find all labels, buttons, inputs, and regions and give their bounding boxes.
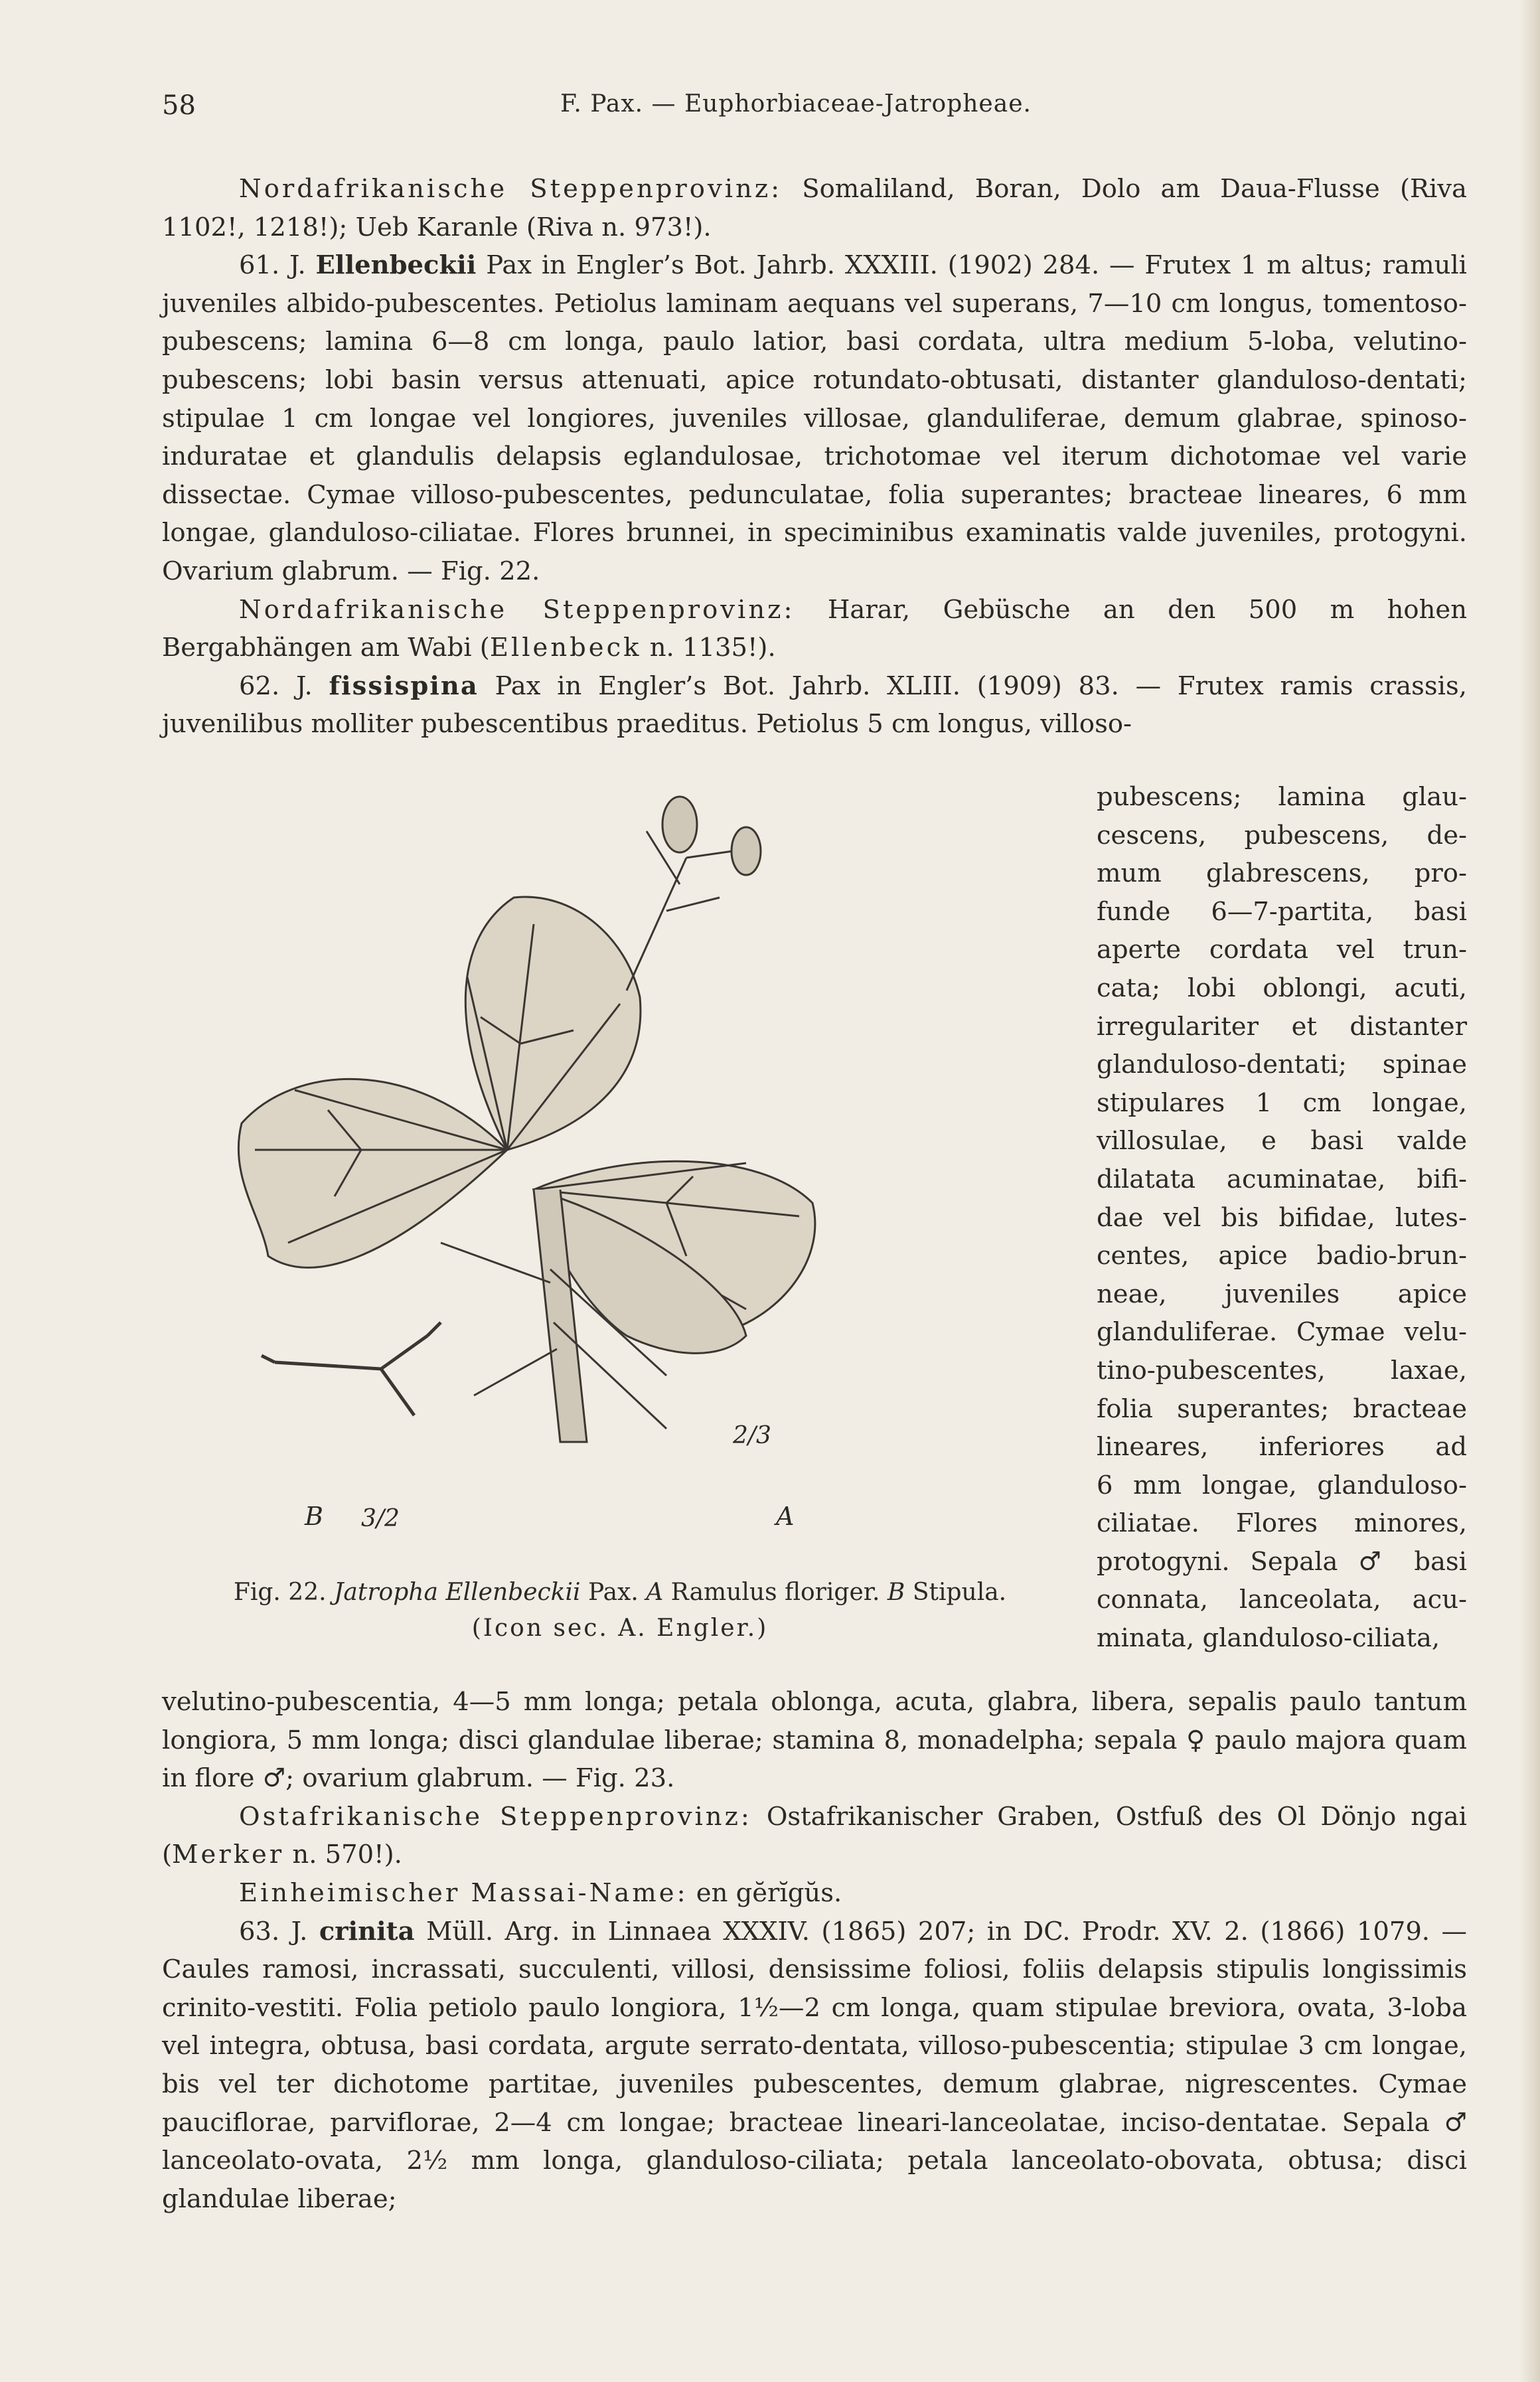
caption-label-a: A (646, 1579, 664, 1606)
species-description: Müll. Arg. in Linnaea XXXIV. (1865) 207; in DC. Prodr. XV. 2. (1866) 1079. — Caules ramosi, incrassati, succulenti, villosi, densissime foliosi, foliis delapsis stipulis longissimis crinito-vestiti. Folia petiolo paulo longiora, 1½—2 cm longa, quam stipulae breviora, ovata, 3-loba vel integra, obtusa, basi cordata, argute serrato-dentata, villoso-pubescentia; stipulae 3 cm longae, bis vel ter dichotome partitae, juveniles pubescentes, demum glabrae, nigrescentes. Cymae pauciflorae, parviflorae, 2—4 cm longae; bracteae lineari-lanceolatae, inciso-dentatae. Sepala ♂ lanceolato-ovata, 2½ mm longa, glanduloso-ciliata; petala lanceolato-obovata, obtusa; disci glandulae liberae; (162, 1916, 1468, 2214)
vernacular-name: en gĕrĭgŭs. (688, 1877, 842, 1908)
narrow-column-line: protogyni. Sepala ♂ basi (1097, 1546, 1467, 1577)
caption-species: Jatropha Ellenbeckii (333, 1579, 581, 1606)
region-label: Nordafrikanische Steppenprovinz: (239, 594, 795, 625)
narrow-column-line: cescens, pubescens, de- (1097, 820, 1467, 850)
flower-bud-2 (732, 827, 761, 875)
species-name: crinita (319, 1916, 415, 1946)
collector-name: Ellenbeck (489, 633, 642, 663)
species-number: 63. J. (239, 1916, 319, 1946)
collector-name: Merker (172, 1840, 285, 1870)
paragraph-species-63 (162, 1913, 1467, 2219)
narrow-column-line: connata, lanceolata, acu- (1097, 1585, 1467, 1615)
narrow-column-line: aperte cordata vel trun- (1097, 935, 1467, 965)
region-label: Ostafrikanische Steppenprovinz: (239, 1801, 752, 1832)
narrow-column-line: ciliatae. Flores minores, (1097, 1508, 1467, 1539)
narrow-column-line: pubescens; lamina glau- (1097, 782, 1467, 812)
leaf-left (238, 1079, 507, 1267)
narrow-column-line: centes, apice badio-brun- (1097, 1241, 1467, 1271)
narrow-column-line: 6 mm longae, glanduloso- (1097, 1470, 1467, 1500)
flower-bud-1 (662, 797, 697, 852)
scale-a: 2/3 (733, 1422, 771, 1449)
running-header (162, 90, 1467, 130)
locality-text: Harar, Gebüsche an den 500 m hohen Bergabhängen am Wabi ( (162, 594, 1467, 663)
vernacular-label: Einheimischer Massai-Name: (239, 1877, 688, 1908)
locality-text-end: n. 1135!). (641, 633, 776, 663)
paragraph-vernacular-name (162, 1874, 1467, 1913)
narrow-column-line: villosulae, e basi valde (1097, 1126, 1467, 1156)
caption-credit: (Icon sec. A. Engler.) (471, 1615, 769, 1642)
narrow-column-line: minata, glanduloso-ciliata, (1097, 1623, 1440, 1654)
locality-text: Somaliland, Boran, Dolo am Daua-Flusse (Riva 1102!, 1218!); Ueb Karanle (Riva n. 973!). (162, 174, 1467, 242)
paragraph-distribution-1 (162, 170, 1467, 246)
page-edge-shadow (1520, 0, 1540, 2382)
narrow-column-line: funde 6—7-partita, basi (1097, 896, 1467, 927)
narrow-column-line: tino-pubescentes, laxae, (1097, 1355, 1467, 1386)
caption-label-b: B (887, 1579, 905, 1606)
caption-text-b: Stipula. (905, 1579, 1007, 1606)
species-number: 62. J. (239, 671, 329, 701)
region-label: Nordafrikanische Steppenprovinz: (239, 174, 783, 204)
narrow-column-line: dilatata acuminatae, bifi- (1097, 1164, 1467, 1194)
label-a: A (776, 1502, 795, 1531)
scale-b: 3/2 (361, 1505, 400, 1532)
locality-text-end: n. 570!). (284, 1840, 402, 1870)
narrow-column-line: irregulariter et distanter (1097, 1011, 1467, 1042)
running-title: F. Pax. — Euphorbiaceae-Jatropheae. (560, 90, 1032, 118)
caption-figure-number: Fig. 22. (233, 1579, 334, 1606)
narrow-column-line: mum glabrescens, pro- (1097, 858, 1467, 889)
paragraph-distribution-3 (162, 1798, 1467, 1874)
botanical-drawing (162, 778, 1078, 1575)
caption-author: Pax. (580, 1579, 647, 1606)
narrow-column-line: cata; lobi oblongi, acuti, (1097, 973, 1467, 1003)
narrow-column-line: dae vel bis bifidae, lutes- (1097, 1202, 1467, 1233)
locality-text: Ostafrikanischer Graben, Ostfuß des Ol Dönjo ngai ( (162, 1801, 1467, 1870)
text-block-bottom (162, 1683, 1467, 2218)
species-description: Pax in Engler’s Bot. Jahrb. XXXIII. (1902) 284. — Frutex 1 m altus; ramuli juveniles albido-pubescentes. Petiolus laminam aequans vel superans, 7—10 cm longus, tomentoso-pubescens; lamina 6—8 cm longa, paulo latior, basi cordata, ultra medium 5-loba, velutino-pubescens; lobi basin versus attenuati, apice rotundato-obtusati, distanter glanduloso-dentati; stipulae 1 cm longae vel longiores, juveniles villosae, glanduliferae, demum glabrae, spinoso-induratae et glandulis delapsis eglandulosae, trichotomae vel iterum dichotomae vel varie dissectae. Cymae villoso-pubescentes, pedunculatae, folia superantes; bracteae lineares, 6 mm longae, glanduloso-ciliatae. Flores brunnei, in speciminibus examinatis valde juveniles, protogyni. Ovarium glabrum. — Fig. 22. (162, 250, 1467, 586)
species-name: Ellenbeckii (315, 250, 477, 281)
figure-caption (162, 1575, 1078, 1646)
narrow-column-line: glanduliferae. Cymae velu- (1097, 1317, 1467, 1348)
narrow-column-line: neae, juveniles apice (1097, 1279, 1467, 1309)
page-number: 58 (162, 90, 196, 121)
narrow-column-line: lineares, inferiores ad (1097, 1432, 1467, 1463)
species-description: Pax in Engler’s Bot. Jahrb. XLIII. (1909) 83. — Frutex ramis crassis, juvenilibus molliter pubescentibus praeditus. Petiolus 5 cm longus, villoso- (162, 671, 1467, 740)
label-b: B (305, 1502, 323, 1531)
species-number: 61. J. (239, 250, 316, 281)
text-narrow-column (1097, 778, 1467, 1658)
paragraph-distribution-2 (162, 591, 1467, 667)
narrow-column-line: folia superantes; bracteae (1097, 1393, 1467, 1424)
narrow-column-line: stipulares 1 cm longae, (1097, 1087, 1467, 1118)
figure-22-illustration (162, 778, 1078, 1633)
stipula-B (262, 1322, 441, 1415)
caption-text-a: Ramulus floriger. (663, 1579, 887, 1606)
narrow-column-line: glanduloso-dentati; spinae (1097, 1050, 1467, 1080)
species-name: fissispina (329, 671, 479, 701)
paragraph-species-62 (162, 667, 1467, 744)
inflorescence (627, 831, 733, 991)
paragraph-species-61 (162, 246, 1467, 590)
text-block-top (162, 170, 1467, 744)
paragraph-continuation: velutino-pubescentia, 4—5 mm longa; petala oblonga, acuta, glabra, libera, sepalis paulo tantum longiora, 5 mm longa; disci glandulae liberae; stamina 8, monadelpha; sepala ♀ paulo majora quam in flore ♂; ovarium glabrum. — Fig. 23. (162, 1687, 1467, 1794)
